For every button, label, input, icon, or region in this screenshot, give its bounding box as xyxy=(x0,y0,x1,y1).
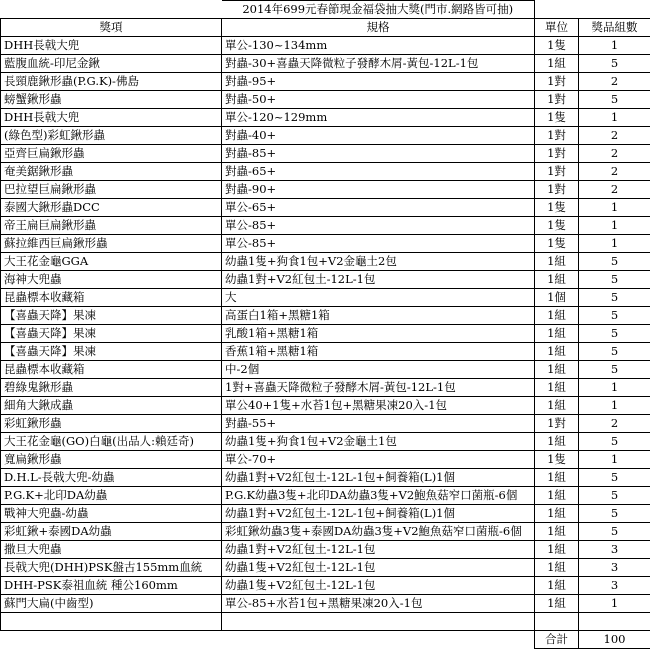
table-row xyxy=(1,433,650,451)
prize-unit-cell: 1組 xyxy=(535,595,579,613)
table-row xyxy=(1,145,650,163)
prize-item-cell: 長頸鹿鍬形蟲(P.G.K)-佛島 xyxy=(1,73,222,91)
prize-unit-cell: 1隻 xyxy=(535,199,579,217)
prize-unit-cell: 1組 xyxy=(535,397,579,415)
prize-unit-cell: 1組 xyxy=(535,541,579,559)
prize-count-cell: 5 xyxy=(579,343,650,361)
prize-item-cell: 蘇拉維西巨扁鍬形蟲 xyxy=(1,235,222,253)
prize-spec-cell: 1對+喜蟲天降微粒子發酵木屑-黃包-12L-1包 xyxy=(222,379,535,397)
prize-item-cell: 海神大兜蟲 xyxy=(1,271,222,289)
prize-item-cell: DHH長戟大兜 xyxy=(1,109,222,127)
table-row xyxy=(1,217,650,235)
prize-spec-cell: 對蟲-95+ xyxy=(222,73,535,91)
table-row xyxy=(1,469,650,487)
prize-count-cell: 1 xyxy=(579,109,650,127)
prize-item-cell: 昆蟲標本收藏箱 xyxy=(1,289,222,307)
prize-item-cell: 帝王扁巨扁鍬形蟲 xyxy=(1,217,222,235)
table-row xyxy=(1,361,650,379)
prize-spec-cell: 幼蟲1隻+狗食1包+V2金龜土1包 xyxy=(222,433,535,451)
prize-spec-cell: 單公-70+ xyxy=(222,451,535,469)
prize-unit-cell: 1對 xyxy=(535,91,579,109)
prize-spec-cell: 對蟲-30+喜蟲天降微粒子發酵木屑-黃包-12L-1包 xyxy=(222,55,535,73)
prize-unit-cell: 1對 xyxy=(535,163,579,181)
prize-spec-cell: 香蕉1箱+黑糖1箱 xyxy=(222,343,535,361)
prize-item-cell: 大王花金龜(GO)白龜(出品人:賴廷奇) xyxy=(1,433,222,451)
prize-unit-cell: 1組 xyxy=(535,55,579,73)
prize-unit-cell: 1組 xyxy=(535,433,579,451)
table-row xyxy=(1,523,650,541)
table-row xyxy=(1,559,650,577)
table-row xyxy=(1,307,650,325)
prize-item-cell: (綠色型)彩虹鍬形蟲 xyxy=(1,127,222,145)
prize-item-cell: 大王花金龜GGA xyxy=(1,253,222,271)
prize-spec-cell: 單公-130~134mm xyxy=(222,37,535,55)
prize-item-cell: 寬扁鍬形蟲 xyxy=(1,451,222,469)
prize-count-cell: 1 xyxy=(579,397,650,415)
prize-spec-cell: 單公-120~129mm xyxy=(222,109,535,127)
table-row xyxy=(1,343,650,361)
prize-count-cell: 5 xyxy=(579,253,650,271)
prize-spec-cell: 對蟲-40+ xyxy=(222,127,535,145)
prize-spec-cell: 對蟲-50+ xyxy=(222,91,535,109)
prize-count-cell: 2 xyxy=(579,73,650,91)
prize-unit-cell: 1組 xyxy=(535,559,579,577)
table-row xyxy=(1,55,650,73)
prize-count-cell: 3 xyxy=(579,559,650,577)
prize-item-cell: 【喜蟲天降】果凍 xyxy=(1,307,222,325)
table-row xyxy=(1,541,650,559)
prize-spec-cell: P.G.K幼蟲3隻+北印DA幼蟲3隻+V2鮑魚菇窄口菌瓶-6個 xyxy=(222,487,535,505)
prize-item-cell: 撒旦大兜蟲 xyxy=(1,541,222,559)
prize-count-cell: 5 xyxy=(579,289,650,307)
prize-spec-cell: 彩虹鍬幼蟲3隻+泰國DA幼蟲3隻+V2鮑魚菇窄口菌瓶-6個 xyxy=(222,523,535,541)
blank-row xyxy=(1,613,650,631)
prize-count-cell: 5 xyxy=(579,361,650,379)
prize-spec-cell: 對蟲-65+ xyxy=(222,163,535,181)
table-row xyxy=(1,271,650,289)
prize-item-cell: 螃蟹鍬形蟲 xyxy=(1,91,222,109)
prize-count-cell: 5 xyxy=(579,523,650,541)
prize-item-cell: 細角大鍬成蟲 xyxy=(1,397,222,415)
prize-count-cell: 3 xyxy=(579,541,650,559)
prize-count-cell: 5 xyxy=(579,433,650,451)
table-row xyxy=(1,91,650,109)
prize-item-cell: 【喜蟲天降】果凍 xyxy=(1,343,222,361)
table-row xyxy=(1,577,650,595)
prize-count-cell: 1 xyxy=(579,199,650,217)
table-row xyxy=(1,289,650,307)
prize-unit-cell: 1組 xyxy=(535,487,579,505)
prize-spec-cell: 單公-85+水苔1包+黑糖果凍20入-1包 xyxy=(222,595,535,613)
prize-unit-cell: 1隻 xyxy=(535,451,579,469)
prize-unit-cell: 1組 xyxy=(535,469,579,487)
prize-count-cell: 5 xyxy=(579,307,650,325)
table-row xyxy=(1,325,650,343)
table-row xyxy=(1,163,650,181)
table-row xyxy=(1,127,650,145)
prize-item-cell: 藍腹血統-印尼金鍬 xyxy=(1,55,222,73)
prize-count-cell: 2 xyxy=(579,127,650,145)
prize-unit-cell: 1組 xyxy=(535,505,579,523)
prize-unit-cell: 1組 xyxy=(535,361,579,379)
prize-count-cell: 5 xyxy=(579,469,650,487)
total-value: 100 xyxy=(579,631,650,649)
prize-count-cell: 5 xyxy=(579,505,650,523)
prize-count-cell: 5 xyxy=(579,55,650,73)
prize-unit-cell: 1組 xyxy=(535,253,579,271)
prize-item-cell: 蘇門大扁(中齒型) xyxy=(1,595,222,613)
prize-unit-cell: 1組 xyxy=(535,343,579,361)
prize-item-cell: 亞齊巨扁鍬形蟲 xyxy=(1,145,222,163)
prize-count-cell: 1 xyxy=(579,379,650,397)
table-row xyxy=(1,379,650,397)
prize-spec-cell: 對蟲-90+ xyxy=(222,181,535,199)
prize-spec-cell: 幼蟲1對+V2紅包土-12L-1包 xyxy=(222,271,535,289)
prize-item-cell: 【喜蟲天降】果凍 xyxy=(1,325,222,343)
prize-count-cell: 1 xyxy=(579,217,650,235)
prize-count-cell: 1 xyxy=(579,595,650,613)
header-unit: 單位 xyxy=(535,19,579,37)
prize-spec-cell: 大 xyxy=(222,289,535,307)
table-row xyxy=(1,73,650,91)
table-row xyxy=(1,415,650,433)
table-row xyxy=(1,235,650,253)
prize-count-cell: 2 xyxy=(579,181,650,199)
header-row xyxy=(1,19,650,37)
prize-unit-cell: 1隻 xyxy=(535,235,579,253)
header-item: 獎項 xyxy=(1,19,222,37)
prize-item-cell: DHH長戟大兜 xyxy=(1,37,222,55)
prize-unit-cell: 1組 xyxy=(535,307,579,325)
table-row xyxy=(1,109,650,127)
prize-unit-cell: 1個 xyxy=(535,289,579,307)
prize-item-cell: 彩虹鍬+泰國DA幼蟲 xyxy=(1,523,222,541)
prize-item-cell: 長戟大兜(DHH)PSK盤古155mm血統 xyxy=(1,559,222,577)
prize-count-cell: 1 xyxy=(579,451,650,469)
prize-count-cell: 5 xyxy=(579,325,650,343)
prize-count-cell: 5 xyxy=(579,91,650,109)
prize-unit-cell: 1對 xyxy=(535,145,579,163)
prize-spec-cell: 幼蟲1對+V2紅包土-12L-1包+飼養箱(L)1個 xyxy=(222,469,535,487)
prize-count-cell: 2 xyxy=(579,145,650,163)
prize-unit-cell: 1隻 xyxy=(535,37,579,55)
prize-spec-cell: 單公-85+ xyxy=(222,235,535,253)
prize-unit-cell: 1組 xyxy=(535,523,579,541)
prize-spec-cell: 幼蟲1隻+狗食1包+V2金龜土2包 xyxy=(222,253,535,271)
prize-unit-cell: 1組 xyxy=(535,379,579,397)
table-row xyxy=(1,487,650,505)
prize-item-cell: 泰國大鍬形蟲DCC xyxy=(1,199,222,217)
table-row xyxy=(1,37,650,55)
prize-count-cell: 1 xyxy=(579,37,650,55)
prize-unit-cell: 1組 xyxy=(535,577,579,595)
sheet-title: 2014年699元春節現金福袋抽大獎(門市.網路皆可抽) xyxy=(222,1,535,19)
prize-spec-cell: 對蟲-55+ xyxy=(222,415,535,433)
prize-count-cell: 1 xyxy=(579,235,650,253)
prize-item-cell: 碧綠鬼鍬形蟲 xyxy=(1,379,222,397)
prize-item-cell: 戰神大兜蟲-幼蟲 xyxy=(1,505,222,523)
prize-spec-cell: 高蛋白1箱+黑糖1箱 xyxy=(222,307,535,325)
prize-spec-cell: 幼蟲1對+V2紅包土-12L-1包 xyxy=(222,541,535,559)
prize-spec-cell: 單公-65+ xyxy=(222,199,535,217)
table-row xyxy=(1,451,650,469)
header-count: 獎品組數 xyxy=(579,19,650,37)
prize-count-cell: 2 xyxy=(579,415,650,433)
prize-spec-cell: 乳酸1箱+黑糖1箱 xyxy=(222,325,535,343)
prize-spec-cell: 對蟲-85+ xyxy=(222,145,535,163)
table-row xyxy=(1,397,650,415)
prize-item-cell: D.H.L-長戟大兜-幼蟲 xyxy=(1,469,222,487)
table-row xyxy=(1,595,650,613)
prize-unit-cell: 1對 xyxy=(535,415,579,433)
prize-spec-cell: 幼蟲1隻+V2紅包土-12L-1包 xyxy=(222,559,535,577)
prize-item-cell: DHH-PSK泰祖血統 種公160mm xyxy=(1,577,222,595)
table-row xyxy=(1,181,650,199)
prize-unit-cell: 1隻 xyxy=(535,109,579,127)
table-row xyxy=(1,253,650,271)
prize-item-cell: P.G.K+北印DA幼蟲 xyxy=(1,487,222,505)
prize-spec-cell: 單公-85+ xyxy=(222,217,535,235)
table-row xyxy=(1,505,650,523)
prize-item-cell: 彩虹鍬形蟲 xyxy=(1,415,222,433)
prize-item-cell: 巴拉望巨扁鍬形蟲 xyxy=(1,181,222,199)
prize-unit-cell: 1隻 xyxy=(535,217,579,235)
prize-item-cell: 昆蟲標本收藏箱 xyxy=(1,361,222,379)
header-spec: 規格 xyxy=(222,19,535,37)
prize-count-cell: 5 xyxy=(579,487,650,505)
prize-item-cell: 奄美鋸鍬形蟲 xyxy=(1,163,222,181)
table-row xyxy=(1,199,650,217)
prize-spec-cell: 單公40+1隻+水苔1包+黑糖果凍20入-1包 xyxy=(222,397,535,415)
prize-unit-cell: 1對 xyxy=(535,181,579,199)
prize-count-cell: 3 xyxy=(579,577,650,595)
prize-unit-cell: 1對 xyxy=(535,73,579,91)
total-row xyxy=(1,631,650,649)
prize-count-cell: 2 xyxy=(579,163,650,181)
title-row xyxy=(1,1,650,19)
prize-unit-cell: 1組 xyxy=(535,271,579,289)
prize-spec-cell: 幼蟲1對+V2紅包土-12L-1包+飼養箱(L)1個 xyxy=(222,505,535,523)
prize-unit-cell: 1組 xyxy=(535,325,579,343)
prize-unit-cell: 1對 xyxy=(535,127,579,145)
prize-spec-cell: 中-2個 xyxy=(222,361,535,379)
prize-spec-cell: 幼蟲1隻+V2紅包土-12L-1包 xyxy=(222,577,535,595)
prize-count-cell: 5 xyxy=(579,271,650,289)
total-label: 合計 xyxy=(535,631,579,649)
